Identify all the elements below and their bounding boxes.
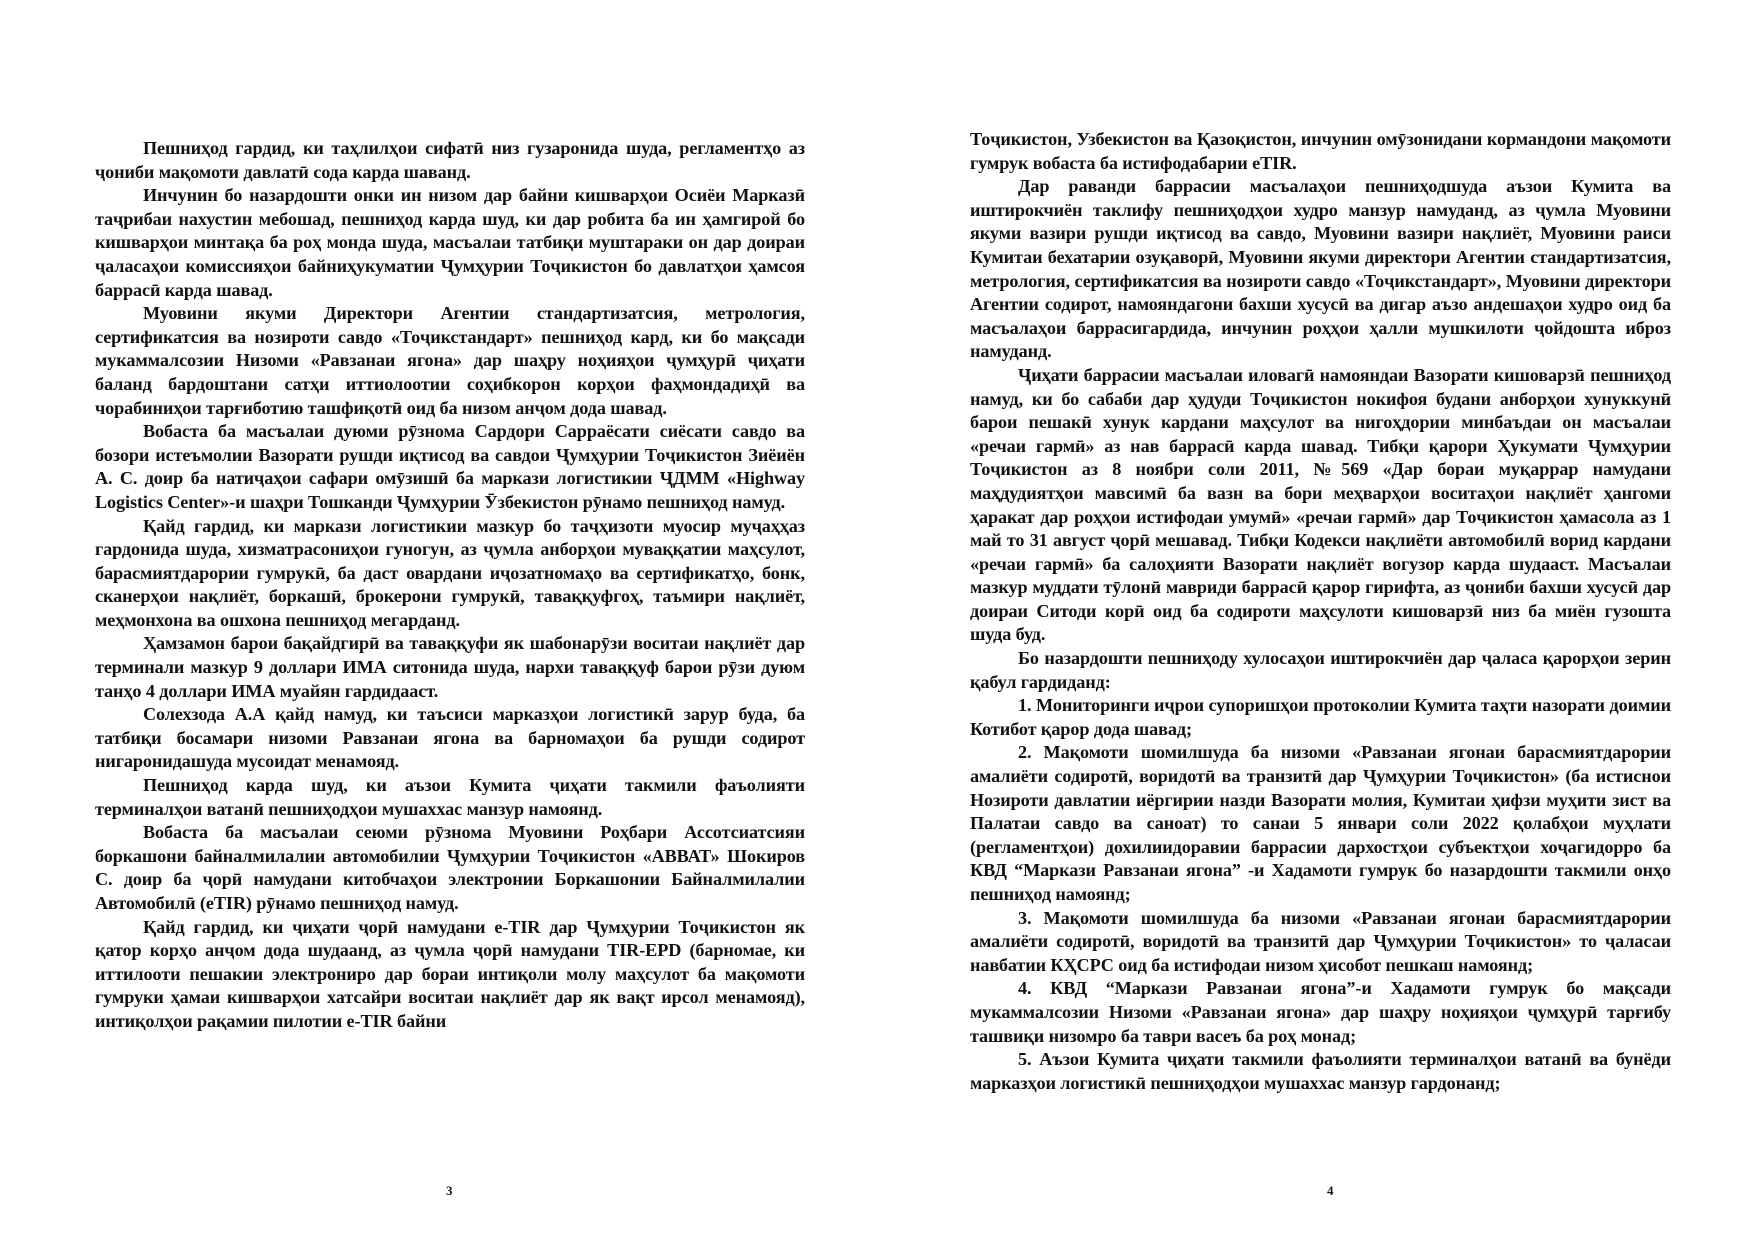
list-item: 2. Мақомоти шомилшуда ба низоми «Равзанаи ягонаи барасмиятдарории амалиёти содиротӣ, воридотӣ ва транзитӣ дар Ҷумҳурии Тоҷикистон» (ба истиснои Нозироти давлатии иёргирии назди Вазорати молия, Кумитаи ҳифзи муҳити зист ва Палатаи савдо ва саноат) то санаи 5 январи соли 2022 қолабҳои муҳлати (регламентҳои) дохилиидоравии баррасии дархостҳои субъектҳои хоҷагидорро ба КВД “Маркази Равзанаи ягона” -и Хадамоти гумрук бо назардошти такмили онҳо пешниҳод намоянд; <box>970 742 1671 904</box>
paragraph: Ҷиҳати баррасии масъалаи иловагӣ намояндаи Вазорати кишоварзӣ пешниҳод намуд, ки бо сабаби дар ҳудуди Тоҷикистон нокифоя будани анборҳои хунуккунӣ барои пешакӣ хунук кардани маҳсулот ва нигоҳдории минбаъдаи он масъалаи «речаи гармӣ» аз нав баррасӣ карда шавад. Тибқи қарори Ҳукумати Ҷумҳурии Тоҷикистон аз 8 ноябри соли 2011, №569 «Дар бораи муқаррар намудани маҳдудиятҳои мавсимӣ ба вазн ва бори меҳварҳои воситаҳои нақлиёт ҳангоми ҳаракат дар роҳҳои истифодаи умумӣ» «речаи гармӣ» дар Тоҷикистон ҳамасола аз 1 май то 31 август ҷорӣ мешавад. Тибқи Кодекси нақлиёти автомобилӣ ворид кардани «речаи гармӣ» ба салоҳияти Вазорати нақлиёт вогузор карда шудааст. Масъалаи мазкур муддати тӯлонӣ мавриди баррасӣ қарор гирифта, аз ҷониби бахши хусусӣ дар доираи Ситоди корӣ оид ба содироти маҳсулоти кишоварзӣ низ ба миён гузошта шуда буд. <box>970 364 1671 645</box>
list-item: 1. Мониторинги иҷрои супоришҳои протоколии Кумита таҳти назорати доимии Котибот қарор дода шавад; <box>970 695 1671 739</box>
paragraph: Ҳамзамон барои бақайдгирӣ ва таваққуфи як шабонарӯзи воситаи нақлиёт дар терминали мазкур 9 доллари ИМА ситонида шуда, нархи таваққуф барои рӯзи дуюм танҳо 4 доллари ИМА муайян гардидааст. <box>95 633 805 701</box>
paragraph: Инчунин бо назардошти онки ин низом дар байни кишварҳои Осиёи Марказӣ таҷрибаи нахустин мебошад, пешниҳод карда шуд, ки дар робита ба ин ҳамгирой бо кишварҳои минтақа ба роҳ монда шуда, масъалаи татбиқи муштараки он дар доираи ҷаласаҳои комиссияҳои байниҳукуматии Ҷумҳурии Тоҷикистон бо давлатҳои ҳамсоя баррасӣ карда шавад. <box>95 185 805 300</box>
list-item: 4. КВД “Маркази Равзанаи ягона”-и Хадамоти гумрук бо мақсади мукаммалсозии Низоми «Равзанаи ягона» дар шаҳру ноҳияҳои ҷумҳурӣ тарғибу ташвиқи низомро ба таври васеъ ба роҳ монад; <box>970 978 1671 1046</box>
left-page-text <box>95 137 805 1034</box>
paragraph: Пешниҳод карда шуд, ки аъзои Кумита ҷиҳати такмили фаъолияти терминалҳои ватанӣ пешниҳодҳои мушаххас манзур намоянд. <box>95 775 805 819</box>
paragraph: Дар раванди баррасии масъалаҳои пешниҳодшуда аъзои Кумита ва иштирокчиён таклифу пешниҳодҳои худро манзур намуданд, аз ҷумла Муовини якуми вазири рушди иқтисод ва савдо, Муовини вазири нақлиёт, Муовини раиси Кумитаи бехатарии озуқаворӣ, Муовини якуми директори Агентии стандартизатсия, метрология, сертификатсия ва нозироти савдо «Тоҷикстандарт», Муовини директори Агентии содирот, намояндагони бахши хусусӣ ва дигар аъзо андешаҳои худро оид ба масъалаҳои баррасигардида, инчунин роҳҳои ҳалли мушкилоти ҷойдошта иброз намуданд. <box>970 176 1671 362</box>
list-item: 3. Мақомоти шомилшуда ба низоми «Равзанаи ягонаи барасмиятдарории амалиёти содиротӣ, воридотӣ ва транзитӣ дар Ҷумҳурии Тоҷикистон» то ҷаласаи навбатии КҲСРС оид ба истифодаи низом ҳисобот пешкаш намоянд; <box>970 907 1671 975</box>
page-number: 4 <box>1327 1183 1334 1198</box>
right-page <box>877 0 1754 1240</box>
paragraph: Қайд гардид, ки маркази логистикии мазкур бо таҷҳизоти муосир муҷаҳҳаз гардонида шуда, хизматрасониҳои гуногун, аз ҷумла анборҳои муваққатии маҳсулот, барасмиятдарории гумрукӣ, ба даст овардани иҷозатномаҳо ва сертификатҳо, бонк, сканерҳои нақлиёт, боркашӣ, брокерони гумрукӣ, таваққуфгоҳ, таъмири нақлиёт, меҳмонхона ва ошхона пешниҳод мегарданд. <box>95 515 805 630</box>
paragraph: Солехзода А.А қайд намуд, ки таъсиси марказҳои логистикӣ зарур буда, ба татбиқи босамари низоми Равзанаи ягона ва барномаҳои ба рушди содирот нигаронидашуда мусоидат менамояд. <box>95 704 805 772</box>
page-number: 3 <box>446 1183 453 1198</box>
paragraph: Қайд гардид, ки ҷиҳати ҷорӣ намудани e-TIR дар Ҷумҳурии Тоҷикистон як қатор корҳо анҷом дода шудаанд, аз ҷумла ҷорӣ намудани TIR-EPD (барномае, ки иттилооти пешакии электрониро дар бораи интиқоли молу маҳсулот ба мақомоти гумруки ҳамаи кишварҳои хатсайри воситаи нақлиёт дар як вақт ирсол менамояд), интиқолҳои рақамии пилотии e-TIR байни <box>95 916 805 1031</box>
right-page-text <box>970 128 1671 1095</box>
paragraph: Бо назардошти пешниҳоду хулосаҳои иштирокчиён дар ҷаласа қарорҳои зерин қабул гардиданд: <box>970 648 1671 692</box>
paragraph: Вобаста ба масъалаи сеюми рӯзнома Муовини Роҳбари Ассотсиатсияи боркашони байналмилалии автомобилии Ҷумҳурии Тоҷикистон «АВВАТ» Шокиров С. доир ба ҷорӣ намудани китобчаҳои электронии Боркашонии Байналмилалии Автомобилӣ (eTIR) рӯнамо пешниҳод намуд. <box>95 822 805 913</box>
paragraph: Пешниҳод гардид, ки таҳлилҳои сифатӣ низ гузаронида шуда, регламентҳо аз ҷониби мақомоти давлатӣ сода карда шаванд. <box>95 138 805 182</box>
list-item: 5. Аъзои Кумита ҷиҳати такмили фаъолияти терминалҳои ватанӣ ва бунёди марказҳои логистикӣ пешниҳодҳои мушаххас манзур гардонанд; <box>970 1049 1671 1093</box>
paragraph: Вобаста ба масъалаи дуюми рӯзнома Сардори Сарраёсати сиёсати савдо ва бозори истеъмолии Вазорати рушди иқтисод ва савдои Ҷумҳурии Тоҷикистон Зиёиён А. С. доир ба натиҷаҳои сафари омӯзишӣ ба маркази логистикии ҶДММ «Highway Logistics Center»-и шаҳри Тошканди Ҷумҳурии Ӯзбекистон рӯнамо пешниҳод намуд. <box>95 421 805 512</box>
paragraph: Тоҷикистон, Узбекистон ва Қазоқистон, инчунин омӯзонидани кормандони мақомоти гумрук вобаста ба истифодабарии eTIR. <box>970 129 1671 173</box>
paragraph: Муовини якуми Директори Агентии стандартизатсия, метрология, сертификатсия ва нозироти савдо «Тоҷикстандарт» пешниҳод кард, ки бо мақсади мукаммалсозии Низоми «Равзанаи ягона» дар шаҳру ноҳияҳои ҷумҳурӣ ҷиҳати баланд бардоштани сатҳи иттиолоотии соҳибкорон корҳои фаҳмондадиҳӣ ва чорабиниҳои тарғиботию ташфиқотӣ оид ба низом анҷом дода шавад. <box>95 303 805 418</box>
